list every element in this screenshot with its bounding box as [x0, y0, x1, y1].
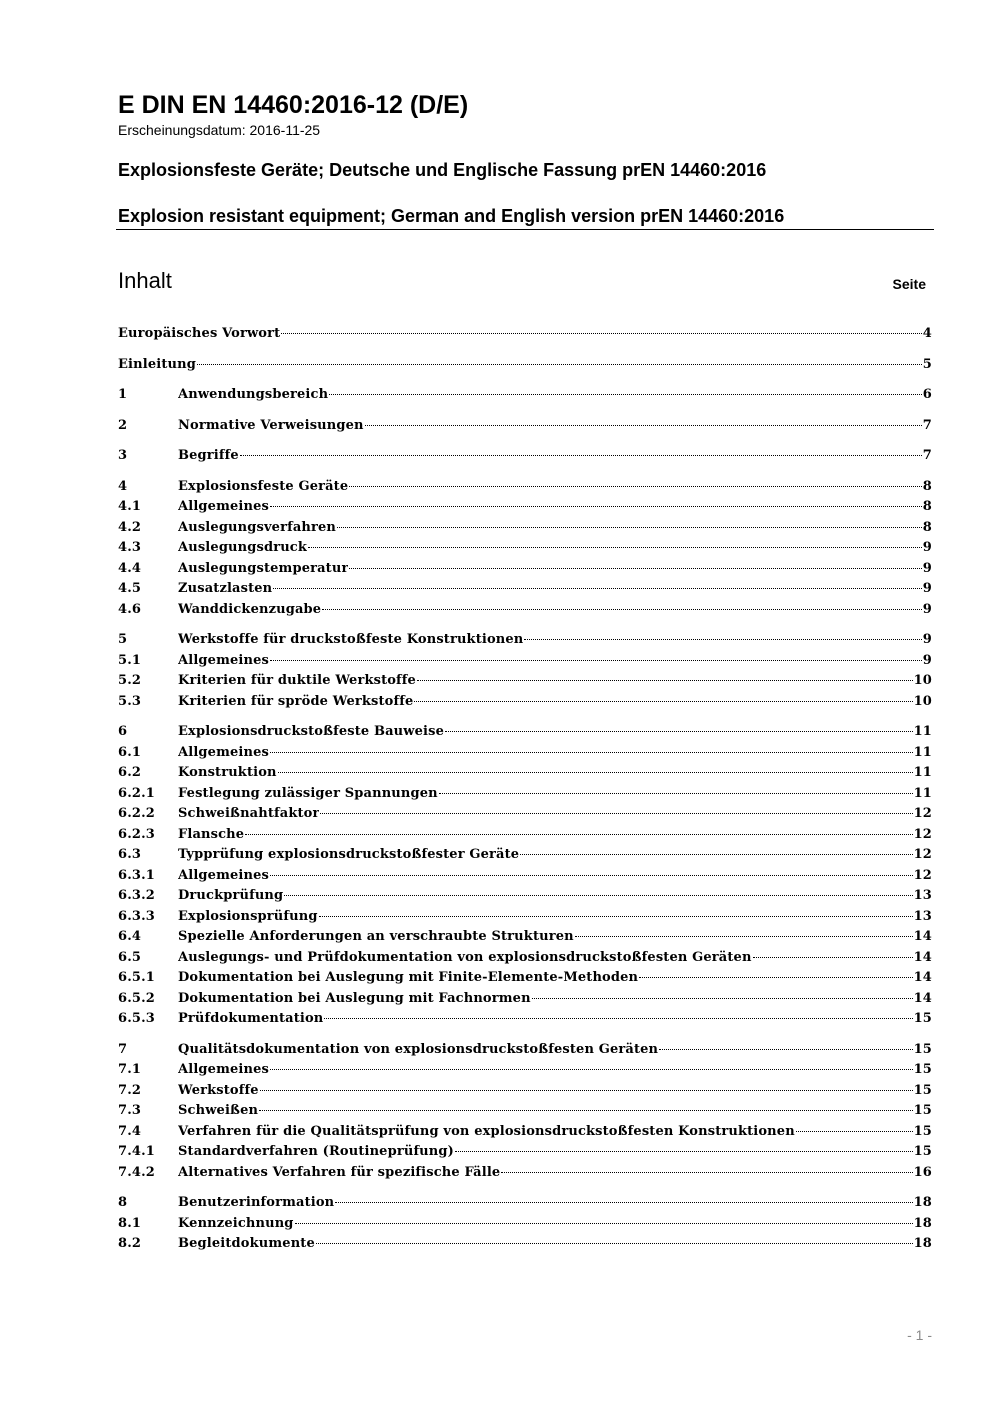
toc-entry-page: 7 [922, 448, 932, 463]
toc-entry-title: Konstruktion [178, 765, 277, 780]
toc-entry-page: 5 [922, 356, 932, 372]
toc-entry[interactable] [118, 1234, 932, 1255]
toc-entry-page: 15 [913, 1123, 932, 1139]
toc-entry-number: 7.4.1 [118, 1144, 155, 1159]
toc-entry-title: Allgemeines [178, 499, 269, 514]
toc-entry-title: Spezielle Anforderungen an verschraubte Strukturen [178, 929, 574, 944]
toc-dot-leader [270, 875, 913, 876]
toc-entry-title: Alternatives Verfahren für spezifische Fälle [178, 1164, 501, 1180]
toc-entry-number: 5.3 [118, 693, 142, 709]
toc-entry[interactable] [118, 989, 932, 1010]
title-english: Explosion resistant equipment; German and English version prEN 14460:2016 [118, 206, 785, 226]
toc-entry[interactable] [118, 600, 932, 621]
toc-dot-leader [259, 1110, 912, 1111]
toc-entry-number: 7 [118, 1041, 128, 1057]
toc-dot-leader [240, 455, 922, 456]
toc-dot-leader [414, 701, 912, 702]
toc-entry-page: 11 [913, 744, 932, 760]
toc-entry-number: 6.2.2 [118, 806, 155, 821]
toc-entry-number: 6.3.3 [118, 908, 155, 924]
toc-entry-number: 6.5 [118, 949, 142, 965]
toc-entry-number: 6.3.1 [118, 867, 155, 883]
toc-entry-title: Benutzerinformation [178, 1195, 335, 1210]
toc-dot-leader [335, 1202, 912, 1203]
toc-entry-page: 18 [913, 1215, 932, 1231]
toc-dot-leader [455, 1151, 913, 1152]
toc-dot-leader [245, 834, 912, 835]
page-column-label: Seite [892, 276, 926, 292]
toc-dot-leader [270, 506, 922, 507]
toc-entry-title: Werkstoffe für druckstoßfeste Konstruktionen [178, 632, 524, 647]
toc-entry-page: 7 [922, 417, 932, 433]
toc-dot-leader [532, 998, 913, 999]
toc-entry-title: Normative Verweisungen [178, 417, 364, 433]
toc-entry[interactable] [118, 1163, 932, 1184]
toc-entry[interactable] [118, 968, 932, 989]
document-id: E DIN EN 14460:2016-12 (D/E) [118, 91, 469, 119]
toc-dot-leader [319, 916, 913, 917]
toc-entry[interactable] [118, 866, 932, 887]
toc-dot-leader [417, 680, 913, 681]
toc-dot-leader [324, 1018, 912, 1019]
toc-entry[interactable] [118, 743, 932, 764]
toc-dot-leader [639, 977, 912, 978]
toc-entry-page: 8 [922, 478, 932, 494]
toc-entry[interactable] [118, 845, 932, 866]
toc-entry-title: Auslegungsverfahren [178, 519, 337, 535]
toc-entry-title: Wanddickenzugabe [178, 601, 322, 617]
toc-entry[interactable] [118, 497, 932, 518]
toc-entry[interactable] [118, 1060, 932, 1081]
toc-entry-page: 9 [922, 560, 932, 576]
toc-entry[interactable] [118, 477, 932, 498]
toc-entry[interactable] [118, 651, 932, 672]
toc-dot-leader [270, 752, 913, 753]
toc-entry-number: 8.1 [118, 1215, 142, 1231]
toc-entry-number: 6.2.3 [118, 826, 155, 842]
toc-entry-title: Dokumentation bei Auslegung mit Fachnormen [178, 990, 531, 1006]
toc-dot-leader [753, 957, 913, 958]
toc-entry-page: 9 [922, 632, 932, 647]
toc-entry-title: Allgemeines [178, 652, 269, 668]
toc-entry-title: Anwendungsbereich [178, 387, 329, 402]
toc-entry-number: 2 [118, 417, 128, 433]
toc-entry[interactable] [118, 416, 932, 437]
toc-entry[interactable] [118, 948, 932, 969]
toc-entry-title: Europäisches Vorwort [118, 326, 281, 341]
toc-entry[interactable] [118, 825, 932, 846]
toc-entry[interactable] [118, 763, 932, 784]
title-german: Explosionsfeste Geräte; Deutsche und Englische Fassung prEN 14460:2016 [118, 160, 767, 180]
toc-entry-page: 12 [913, 826, 932, 842]
toc-entry[interactable] [118, 559, 932, 580]
toc-entry-page: 10 [913, 673, 932, 688]
toc-entry[interactable] [118, 1101, 932, 1122]
toc-entry-number: 6.3.2 [118, 888, 155, 903]
header-divider [116, 229, 934, 230]
toc-dot-leader [349, 486, 922, 487]
toc-entry[interactable] [118, 1193, 932, 1214]
toc-entry-title: Auslegungstemperatur [178, 560, 349, 576]
toc-entry-page: 15 [913, 1041, 932, 1057]
toc-entry-number: 4.1 [118, 499, 142, 514]
toc-entry[interactable] [118, 692, 932, 713]
toc-dot-leader [281, 333, 922, 334]
toc-dot-leader [278, 772, 913, 773]
toc-entry-number: 8 [118, 1195, 128, 1210]
toc-entry-page: 12 [913, 806, 932, 821]
toc-entry-number: 5.1 [118, 652, 142, 668]
toc-entry-title: Dokumentation bei Auslegung mit Finite-Elemente-Methoden [178, 970, 639, 985]
toc-entry-page: 15 [913, 1144, 932, 1159]
toc-entry-page: 14 [913, 970, 932, 985]
toc-dot-leader [524, 639, 921, 640]
toc-entry-title: Festlegung zulässiger Spannungen [178, 785, 438, 801]
toc-entry-title: Druckprüfung [178, 888, 284, 903]
toc-entry-title: Kennzeichnung [178, 1215, 294, 1231]
toc-entry[interactable] [118, 355, 932, 376]
toc-entry-number: 7.4 [118, 1123, 142, 1139]
toc-entry-number: 3 [118, 448, 128, 463]
toc-entry-page: 18 [913, 1195, 932, 1210]
toc-entry-page: 10 [913, 693, 932, 709]
toc-heading: Inhalt [118, 268, 172, 293]
toc-entry-number: 6.4 [118, 929, 142, 944]
toc-entry-page: 9 [922, 601, 932, 617]
toc-entry-number: 4.2 [118, 519, 142, 535]
toc-entry-title: Allgemeines [178, 867, 269, 883]
toc-entry-number: 6.1 [118, 744, 142, 760]
toc-dot-leader [197, 364, 922, 365]
toc-entry-title: Kriterien für spröde Werkstoffe [178, 693, 414, 709]
toc-entry-title: Begriffe [178, 448, 239, 463]
footer-page-number: - 1 - [907, 1327, 932, 1343]
toc-entry[interactable] [118, 518, 932, 539]
toc-entry-title: Prüfdokumentation [178, 1011, 324, 1026]
toc-dot-leader [501, 1172, 912, 1173]
toc-dot-leader [284, 895, 912, 896]
toc-entry-page: 11 [913, 765, 932, 780]
toc-dot-leader [659, 1049, 912, 1050]
toc-entry-page: 14 [913, 990, 932, 1006]
toc-entry-number: 6.5.2 [118, 990, 155, 1006]
toc-entry-number: 6 [118, 724, 128, 739]
toc-entry-page: 12 [913, 867, 932, 883]
toc-entry-page: 18 [913, 1236, 932, 1251]
toc-entry-page: 8 [922, 519, 932, 535]
publication-date: Erscheinungsdatum: 2016-11-25 [118, 122, 321, 138]
toc-entry[interactable] [118, 1009, 932, 1030]
toc-entry-number: 8.2 [118, 1236, 142, 1251]
toc-entry[interactable] [118, 1122, 932, 1143]
toc-entry[interactable] [118, 722, 932, 743]
toc-dot-leader [320, 813, 912, 814]
toc-dot-leader [270, 1069, 913, 1070]
toc-dot-leader [439, 793, 913, 794]
toc-entry-page: 16 [913, 1164, 932, 1180]
toc-entry-title: Werkstoffe [178, 1082, 259, 1098]
toc-dot-leader [365, 425, 922, 426]
toc-entry-title: Begleitdokumente [178, 1236, 315, 1251]
toc-entry-title: Allgemeines [178, 744, 269, 760]
toc-entry-title: Zusatzlasten [178, 581, 273, 596]
toc-entry[interactable] [118, 927, 932, 948]
toc-entry-number: 4.3 [118, 540, 142, 555]
toc-dot-leader [445, 731, 913, 732]
toc-entry-title: Auslegungs- und Prüfdokumentation von explosionsdruckstoßfesten Geräten [178, 949, 752, 965]
toc-entry[interactable] [118, 385, 932, 406]
toc-entry-number: 4 [118, 478, 128, 494]
toc-entry-title: Explosionsprüfung [178, 908, 318, 924]
toc-entry-number: 7.3 [118, 1103, 142, 1118]
toc-entry-title: Auslegungsdruck [178, 540, 308, 555]
toc-entry-page: 12 [913, 847, 932, 862]
toc-entry-number: 7.2 [118, 1082, 142, 1098]
toc-entry-number: 7.4.2 [118, 1164, 155, 1180]
toc-dot-leader [349, 568, 921, 569]
toc-dot-leader [260, 1090, 913, 1091]
toc-dot-leader [322, 609, 922, 610]
toc-entry-title: Typprüfung explosionsdruckstoßfester Geräte [178, 847, 520, 862]
toc-entry-number: 6.2 [118, 765, 142, 780]
toc-entry-title: Verfahren für die Qualitätsprüfung von explosionsdruckstoßfesten Konstruktionen [178, 1123, 795, 1139]
toc-entry-number: 1 [118, 387, 128, 402]
toc-entry-page: 4 [922, 326, 932, 341]
toc-entry-title: Explosionsfeste Geräte [178, 478, 349, 494]
toc-entry-page: 9 [922, 652, 932, 668]
toc-entry-number: 4.5 [118, 581, 142, 596]
toc-entry-number: 5 [118, 632, 128, 647]
toc-entry-page: 14 [913, 949, 932, 965]
toc-dot-leader [520, 854, 912, 855]
toc-entry-number: 6.5.1 [118, 970, 155, 985]
toc-dot-leader [796, 1131, 913, 1132]
toc-entry-page: 13 [913, 888, 932, 903]
toc-entry-page: 11 [913, 785, 932, 801]
toc-dot-leader [308, 547, 922, 548]
toc-dot-leader [295, 1223, 913, 1224]
toc-entry[interactable] [118, 804, 932, 825]
toc-entry-page: 15 [913, 1062, 932, 1077]
toc-dot-leader [270, 660, 922, 661]
toc-entry-number: 6.2.1 [118, 785, 155, 801]
toc-entry-page: 9 [922, 581, 932, 596]
toc-dot-leader [575, 936, 913, 937]
toc-entry-number: 7.1 [118, 1062, 142, 1077]
toc-entry-title: Explosionsdruckstoßfeste Bauweise [178, 724, 445, 739]
toc-entry-number: 6.3 [118, 847, 142, 862]
toc-dot-leader [316, 1243, 913, 1244]
toc-entry-title: Kriterien für duktile Werkstoffe [178, 673, 416, 688]
toc-entry-title: Qualitätsdokumentation von explosionsdruckstoßfesten Geräten [178, 1041, 659, 1057]
toc-entry-title: Schweißnahtfaktor [178, 806, 320, 821]
toc-dot-leader [329, 394, 922, 395]
table-of-contents [118, 324, 932, 1255]
toc-dot-leader [273, 588, 922, 589]
toc-entry[interactable] [118, 446, 932, 467]
toc-entry-page: 15 [913, 1103, 932, 1118]
toc-entry-page: 15 [913, 1011, 932, 1026]
toc-entry[interactable] [118, 579, 932, 600]
toc-entry-page: 14 [913, 929, 932, 944]
toc-entry[interactable] [118, 784, 932, 805]
toc-entry[interactable] [118, 907, 932, 928]
toc-entry[interactable] [118, 886, 932, 907]
toc-entry-title: Standardverfahren (Routineprüfung) [178, 1144, 454, 1159]
toc-entry[interactable] [118, 630, 932, 651]
toc-entry[interactable] [118, 671, 932, 692]
toc-dot-leader [337, 527, 922, 528]
toc-entry-page: 9 [922, 540, 932, 555]
toc-entry-title: Allgemeines [178, 1062, 269, 1077]
toc-entry[interactable] [118, 538, 932, 559]
toc-entry-page: 8 [922, 499, 932, 514]
toc-entry[interactable] [118, 1040, 932, 1061]
toc-entry-page: 11 [913, 724, 932, 739]
toc-entry-number: 5.2 [118, 673, 142, 688]
toc-entry-page: 15 [913, 1082, 932, 1098]
toc-entry[interactable] [118, 324, 932, 345]
toc-entry-page: 13 [913, 908, 932, 924]
toc-entry-title: Schweißen [178, 1103, 259, 1118]
toc-entry-title: Flansche [178, 826, 245, 842]
toc-entry[interactable] [118, 1214, 932, 1235]
toc-entry-page: 6 [922, 387, 932, 402]
toc-entry-number: 6.5.3 [118, 1011, 155, 1026]
toc-entry-number: 4.4 [118, 560, 142, 576]
toc-entry[interactable] [118, 1142, 932, 1163]
toc-entry-title: Einleitung [118, 356, 196, 372]
toc-entry-number: 4.6 [118, 601, 142, 617]
toc-entry[interactable] [118, 1081, 932, 1102]
